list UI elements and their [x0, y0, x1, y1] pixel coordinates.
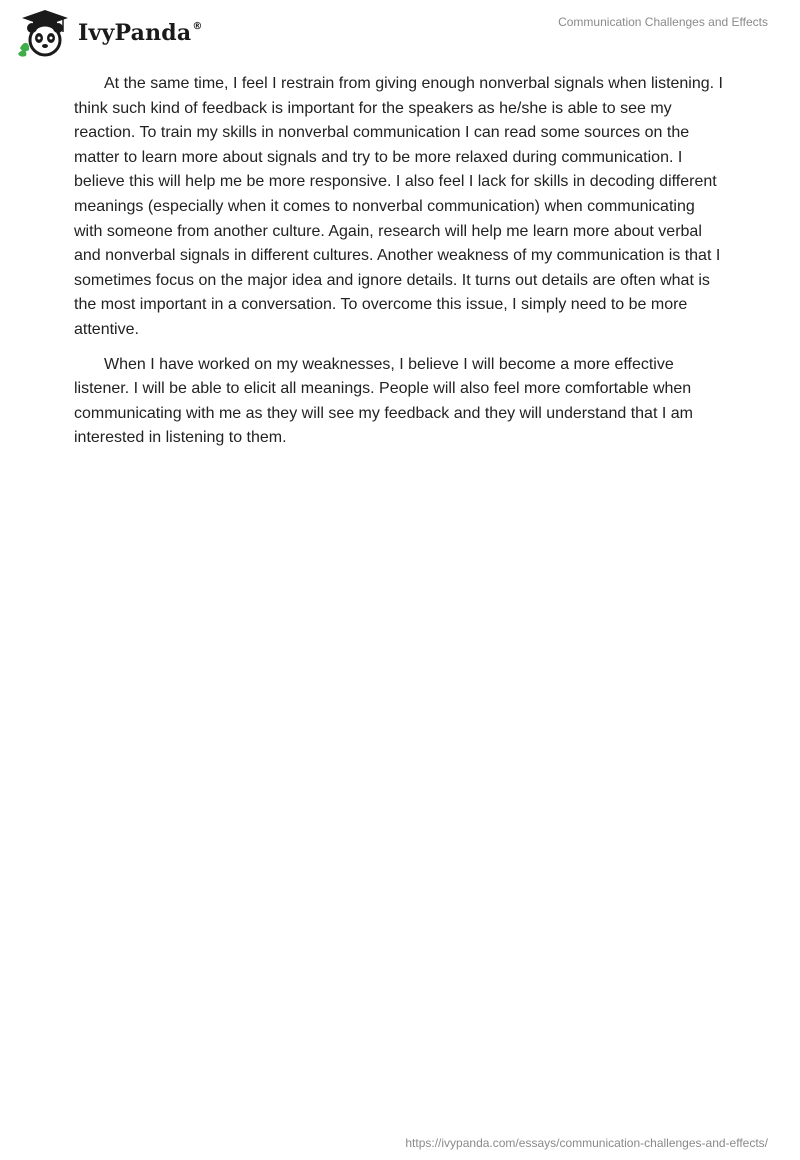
- paragraph-1: At the same time, I feel I restrain from giving enough nonverbal signals when listening. I think such kind of feedback is important for the speakers as he/she is able to see my reaction. To train my skills in nonverbal communication I can read some sources on the matter to learn more about signals and try to be more relaxed during communication. I believe this will help me be more responsive. I also feel I lack for skills in decoding different meanings (especially when it comes to nonverbal communication) when communicating with someone from another culture. Again, research will help me learn more about verbal and nonverbal signals in different cultures. Another weakness of my communication is that I sometimes focus on the major idea and ignore details. It turns out details are often what is the most important in a conversation. To overcome this issue, I simply need to be more attentive.: [74, 75, 723, 338]
- registered-mark: ®: [192, 20, 203, 32]
- source-url[interactable]: https://ivypanda.com/essays/communication-challenges-and-effects/: [405, 1136, 768, 1150]
- essay-body: [74, 72, 724, 461]
- panda-graduation-cap-icon: [16, 8, 74, 58]
- page-header: [0, 0, 800, 60]
- paragraph-2: When I have worked on my weaknesses, I believe I will become a more effective listener. I will be able to elicit all meanings. People will also feel more comfortable when communicating with me as they will see my feedback and they will understand that I am interested in listening to them.: [74, 355, 693, 447]
- brand-name: IvyPanda®: [78, 20, 203, 46]
- brand-logo[interactable]: [16, 8, 203, 58]
- document-title: Communication Challenges and Effects: [558, 15, 768, 29]
